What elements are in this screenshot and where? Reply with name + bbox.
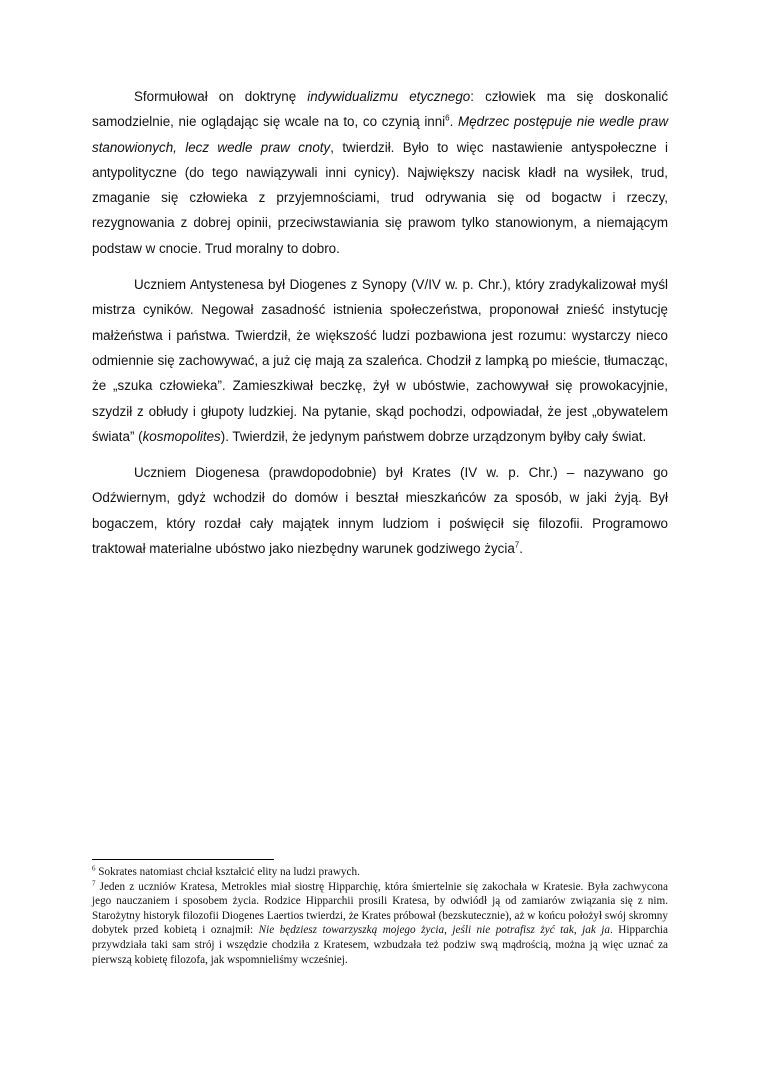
text-run: : człowiek ma się doskonalić samodzielnie, nie oglądając się wcale na to, co czynią inni [92, 89, 669, 130]
body-text [92, 84, 668, 572]
paragraph-antisthenes [92, 84, 668, 261]
italic-term: indywidualizmu etycznego [307, 89, 471, 104]
footnote-text: Jeden z uczniów Kratesa, Metrokles miał siostrę Hipparchię, która śmiertelnie się zakochała w Kratesie. Była zachwycona jego nauczaniem i sposobem życia. Rodzice Hipparchii prosili Kratesa, by odwiódł ją od zamiarów związania się z nim. Starożytny historyk filozofii Diogenes Laertios twierdzi, że Krates próbował (bezskutecznie), aż w końcu położył swój skromny dobytek przed kobietą i oznajmił: [92, 880, 668, 937]
text-run: . [519, 541, 523, 557]
text-run: . [449, 114, 459, 130]
text-run: Uczniem Antystenesa był Diogenes z Synopy (V/IV w. p. Chr.), który zradykalizował myśl mistrza cyników. Negował zasadność istnienia społeczeństwa, proponował znieść instytucję małżeństwa i państwa. Twierdził, że większość ludzi pozbawiona jest rozumu: wystarczy nieco odmiennie się zachowywać, a już cię mają za szaleńca. Chodził z lampką po mieście, tłumacząc, że „szuka człowieka”. Zamieszkiwał beczkę, żył w ubóstwie, zachowywał się prowokacyjnie, szydził z obłudy i głupoty ludzkiej. Na pytanie, skąd pochodzi, odpowiadał, że jest „obywatelem świata” ( [92, 277, 668, 444]
text-run: , twierdził. Było to więc nastawienie antyspołeczne i antypolityczne (do tego nawiązywali inni cynicy). Największy nacisk kładł na wysiłek, trud, zmaganie się człowieka z przyjemnościami, trud odrywania się od bogactw i rzeczy, rezygnowania z dobrej opinii, przeciwstawiania się prawom tylko stanowionym, a niemającym podstaw w cnocie. Trud moralny to dobro. [92, 139, 668, 256]
paragraph-krates [92, 460, 668, 561]
text-run: ). Twierdził, że jedynym państwem dobrze urządzonym byłby cały świat. [220, 428, 647, 444]
italic-quote: Mędrzec postępuje nie wedle praw stanowionych, lecz wedle praw cnoty [92, 114, 668, 155]
footnote-number: 7 [92, 878, 96, 887]
footnote-separator [92, 859, 274, 860]
footnote-italic-quote: Nie będziesz towarzyszką mojego życia, jeśli nie potrafisz żyć tak, jak ja [258, 924, 610, 937]
footnote-text: Sokrates natomiast chciał kształcić elity na ludzi prawych. [95, 866, 360, 878]
footnotes [92, 865, 668, 967]
footnote-6 [92, 865, 668, 880]
text-run: Uczniem Diogenesa (prawdopodobnie) był Krates (IV w. p. Chr.) – nazywano go Odźwiernym, gdyż wchodził do domów i beształ mieszkańców za sposób, w jaki żyją. Był bogaczem, który rozdał cały majątek innym ludziom i poświęcił się filozofii. Programowo traktował materialne ubóstwo jako niezbędny warunek godziwego życia [92, 465, 668, 557]
footnote-text: . Hipparchia przywdziała taki sam strój i wszędzie chodziła z Kratesem, wzbudzała też podziw swą mądrością, można ją więc uznać za pierwszą kobietę filozofa, jak wspomnieliśmy wcześniej. [92, 924, 668, 966]
footnote-ref-7: 7 [514, 540, 520, 550]
text-run: Sformułował on doktrynę [134, 89, 308, 104]
italic-term: kosmopolites [142, 428, 221, 444]
footnote-number: 6 [92, 864, 96, 873]
paragraph-diogenes [92, 272, 668, 449]
footnote-ref-6: 6 [445, 113, 450, 123]
footnote-7 [92, 880, 668, 968]
